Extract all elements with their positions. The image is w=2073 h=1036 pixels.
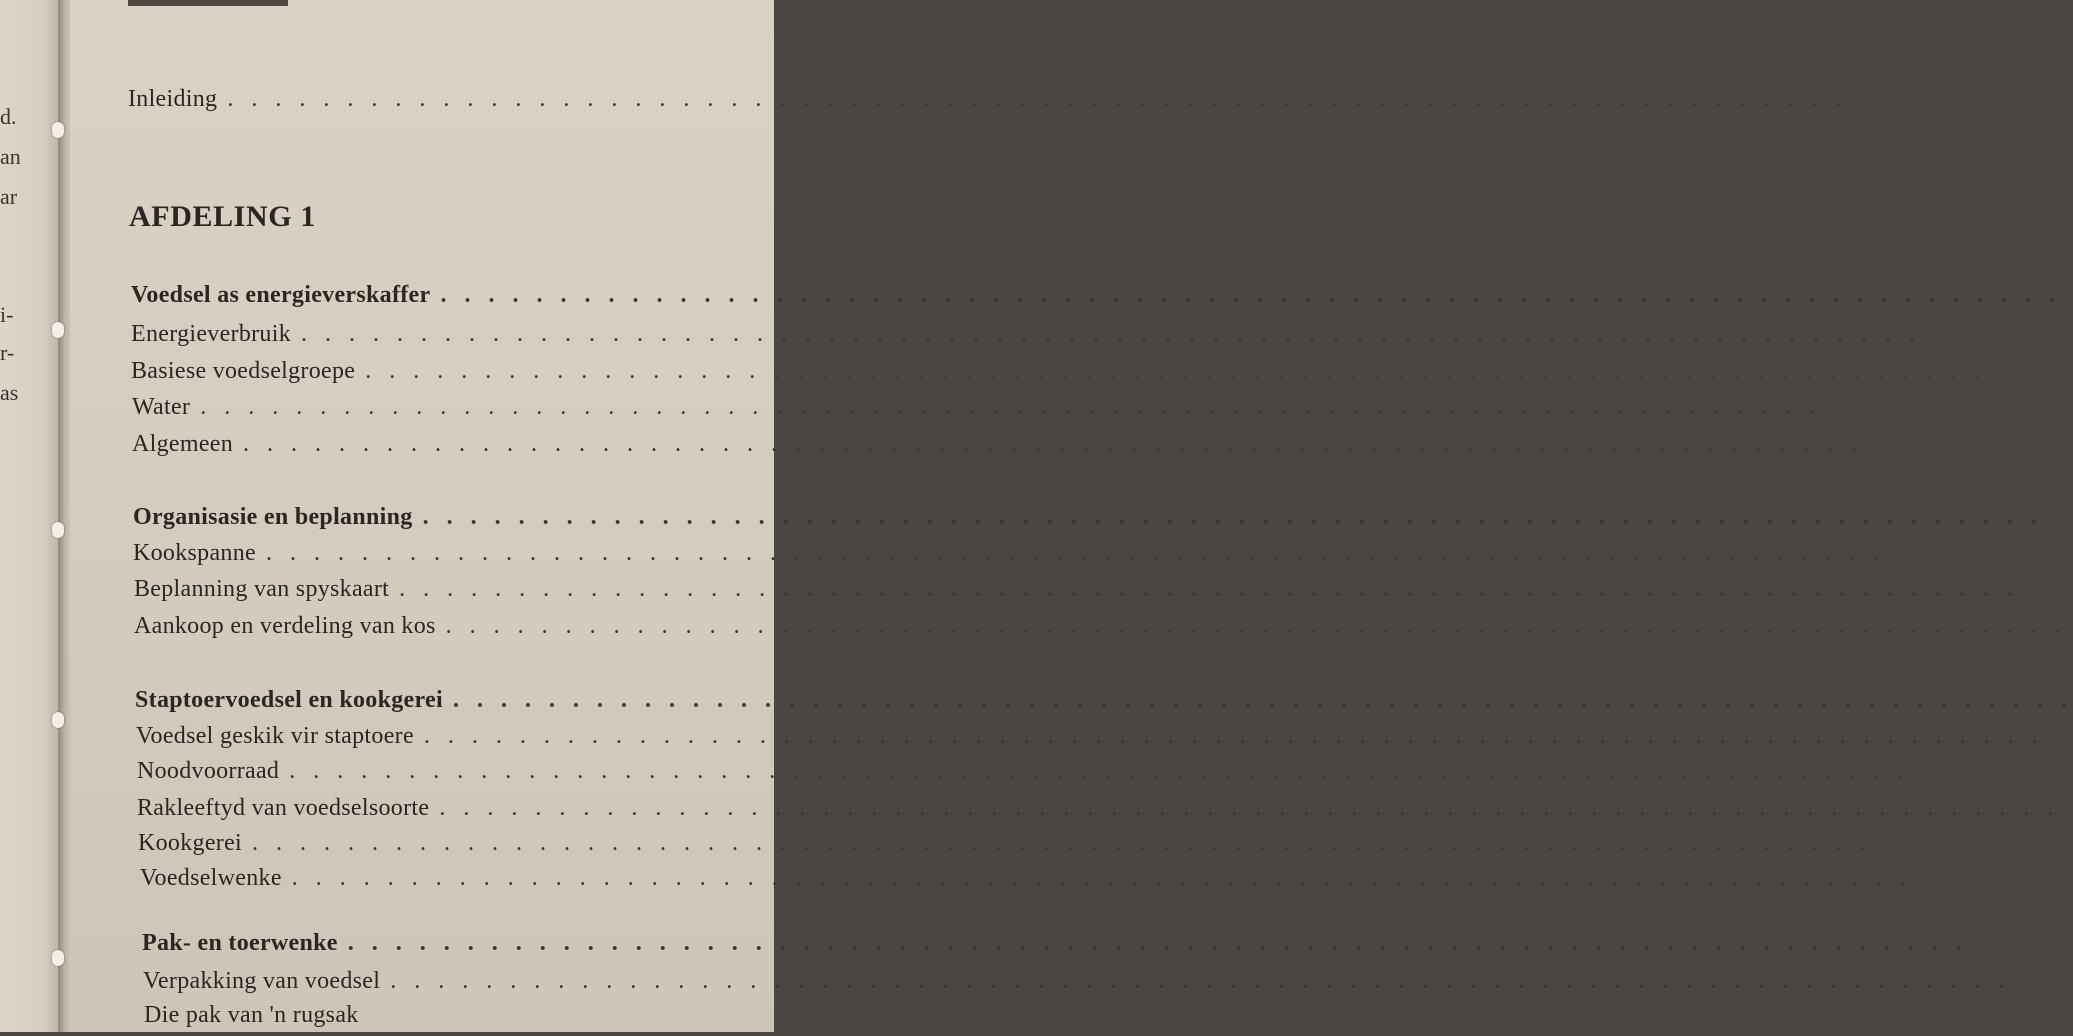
toc-entry xyxy=(70,431,1864,465)
toc-entry-label: Beplanning van spyskaart xyxy=(134,576,390,602)
toc-entry xyxy=(70,758,1910,792)
toc-entry-label: Rakleeftyd van voedselsoorte xyxy=(137,795,430,821)
section-heading: AFDELING 1 xyxy=(129,200,316,233)
toc-entry xyxy=(70,613,2066,647)
toc-entry xyxy=(70,795,2060,829)
toc-group-title xyxy=(70,282,2061,316)
toc-group-title-label: Staptoervoedsel en kookgerei xyxy=(135,687,443,713)
binding-stitch xyxy=(52,950,64,966)
toc-leader-dots: . . . . . . . . . . . . . . . . . . . . . . . . . . . . . . . . . . . . . . . . . . . . . . . . . . . . . . . . . . . . . . . . . . . . xyxy=(452,687,2073,713)
toc-leader-dots: . . . . . . . . . . . . . . . . . . . . . . . . . . . . . . . . . . . . . . . . . . . . . . . . . . . . . . . . . . . . . . . . . . . . xyxy=(390,968,2011,994)
toc-leader-dots: . . . . . . . . . . . . . . . . . . . . . . . . . . . . . . . . . . . . . . . . . . . . . . . . . . . . . . . . . . . . . . . . . . . . xyxy=(227,86,1848,112)
binding-stitch xyxy=(52,522,64,538)
toc-entry-label: Basiese voedselgroepe xyxy=(131,358,356,384)
toc-leader-dots: . . . . . . . . . . . . . . . . . . . . . . . . . . . . . . . . . . . . . . . . . . . . . . . . . . . . . . . . . . . . . . . . . . . . xyxy=(291,865,1912,891)
binding-stitch xyxy=(52,322,64,338)
toc-entry xyxy=(70,576,2020,610)
page-top-mark xyxy=(128,0,288,6)
toc-entry xyxy=(70,394,1821,428)
toc-group-title-label: Voedsel as energieverskaffer xyxy=(131,282,431,308)
toc-entry-label: Algemeen xyxy=(132,431,234,457)
previous-page xyxy=(0,0,62,1032)
toc-entry-label: Aankoop en verdeling van kos xyxy=(134,613,436,639)
toc-leader-dots: . . . . . . . . . . . . . . . . . . . . . . . . . . . . . . . . . . . . . . . . . . . . . . . . . . . . . . . . . . . . . . . . . . . . xyxy=(423,723,2044,749)
toc-leader-dots: . . . . . . . . . . . . . . . . . . . . . . . . . . . . . . . . . . . . . . . . . . . . . . . . . . . . . . . . . . . . . . . . . . . . xyxy=(440,282,2061,308)
toc-leader-dots: . . . . . . . . . . . . . . . . . . . . . . . . . . . . . . . . . . . . . . . . . . . . . . . . . . . . . . . . . . . . . . . . . . . . xyxy=(439,795,2060,821)
toc-entry-label: Inleiding xyxy=(128,86,218,112)
table-of-contents-page xyxy=(70,0,2073,1032)
toc-entry-label: Noodvoorraad xyxy=(137,758,280,784)
toc-entry xyxy=(70,321,1921,355)
toc-entry-label: Voedsel geskik vir staptoere xyxy=(136,723,414,749)
binding-stitch xyxy=(52,712,64,728)
toc-group-title xyxy=(70,504,2043,538)
toc-entry-intro xyxy=(70,86,1848,120)
binding-stitch xyxy=(52,122,64,138)
toc-entry xyxy=(70,830,1872,864)
toc-leader-dots: . . . . . . . . . . . . . . . . . . . . . . . . . . . . . . . . . . . . . . . . . . . . . . . . . . . . . . . . . . . . . . . . . . . . xyxy=(200,394,1821,420)
toc-entry-label: Kookgerei xyxy=(138,830,242,856)
toc-leader-dots: . . . . . . . . . . . . . . . . . . . . . . . . . . . . . . . . . . . . . . . . . . . . . . . . . . . . . . . . . . . . . . . . . . . . xyxy=(399,576,2020,602)
toc-entry xyxy=(70,723,2044,757)
toc-entry-label: Voedselwenke xyxy=(140,865,282,891)
toc-leader-dots: . . . . . . . . . . . . . . . . . . . . . . . . . . . . . . . . . . . . . . . . . . . . . . . . . . . . . . . . . . . . . . . . . . . . xyxy=(301,321,1921,347)
toc-entry-label: Water xyxy=(132,394,191,420)
toc-leader-dots: . . . . . . . . . . . . . . . . . . . . . . . . . . . . . . . . . . . . . . . . . . . . . . . . . . . . . . . . . . . . . . . . . . . . xyxy=(252,830,1872,856)
toc-entry-label: Die pak van 'n rugsak xyxy=(144,1002,359,1028)
previous-page-text-fragment: ar xyxy=(0,184,18,209)
toc-leader-dots: . . . . . . . . . . . . . . . . . . . . . . . . . . . . . . . . . . . . . . . . . . . . . . . . . . . . . . . . . . . . . . . . . . . . xyxy=(422,504,2043,530)
toc-entry xyxy=(70,358,1986,392)
toc-leader-dots: . . . . . . . . . . . . . . . . . . . . . . . . . . . . . . . . . . . . . . . . . . . . . . . . . . . . . . . . . . . . . . . . . . . . xyxy=(289,758,1910,784)
toc-group-title-label: Organisasie en beplanning xyxy=(133,504,413,530)
toc-entry xyxy=(70,1002,774,1036)
toc-leader-dots: . . . . . . . . . . . . . . . . . . . . . . . . . . . . . . . . . . . . . . . . . . . . . . . . . . . . . . . . . . . . . . . . . . . . xyxy=(265,540,1886,566)
toc-leader-dots: . . . . . . . . . . . . . . . . . . . . . . . . . . . . . . . . . . . . . . . . . . . . . . . . . . . . . . . . . . . . . . . . . . . . xyxy=(347,930,1968,956)
toc-leader-dots: . . . . . . . . . . . . . . . . . . . . . . . . . . . . . . . . . . . . . . . . . . . . . . . . . . . . . . . . . . . . . . . . . . . . xyxy=(243,431,1864,457)
toc-group-title xyxy=(70,930,1968,964)
toc-group-title-label: Pak- en toerwenke xyxy=(142,930,338,956)
previous-page-text-fragment: r- xyxy=(0,340,15,365)
toc-entry-label: Kookspanne xyxy=(133,540,256,566)
toc-entry-label: Energieverbruik xyxy=(131,321,291,347)
toc-leader-dots: . . . . . . . . . . . . . . . . . . . . . . . . . . . . . . . . . . . . . . . . . . . . . . . . . . . . . . . . . . . . . . . . . . . . xyxy=(365,358,1986,384)
previous-page-text-fragment: i- xyxy=(0,302,14,327)
toc-leader-dots: . . . . . . . . . . . . . . . . . . . . . . . . . . . . . . . . . . . . . . . . . . . . . . . . . . . . . . . . . . . . . . . . . . . . xyxy=(445,613,2066,639)
toc-entry-label: Verpakking van voedsel xyxy=(143,968,381,994)
previous-page-text-fragment: an xyxy=(0,144,21,169)
toc-group-title xyxy=(70,687,2073,721)
previous-page-text-fragment: as xyxy=(0,380,19,405)
previous-page-text-fragment: d. xyxy=(0,104,17,129)
toc-entry xyxy=(70,865,1912,899)
toc-entry xyxy=(70,968,2011,1002)
toc-entry xyxy=(70,540,1886,574)
